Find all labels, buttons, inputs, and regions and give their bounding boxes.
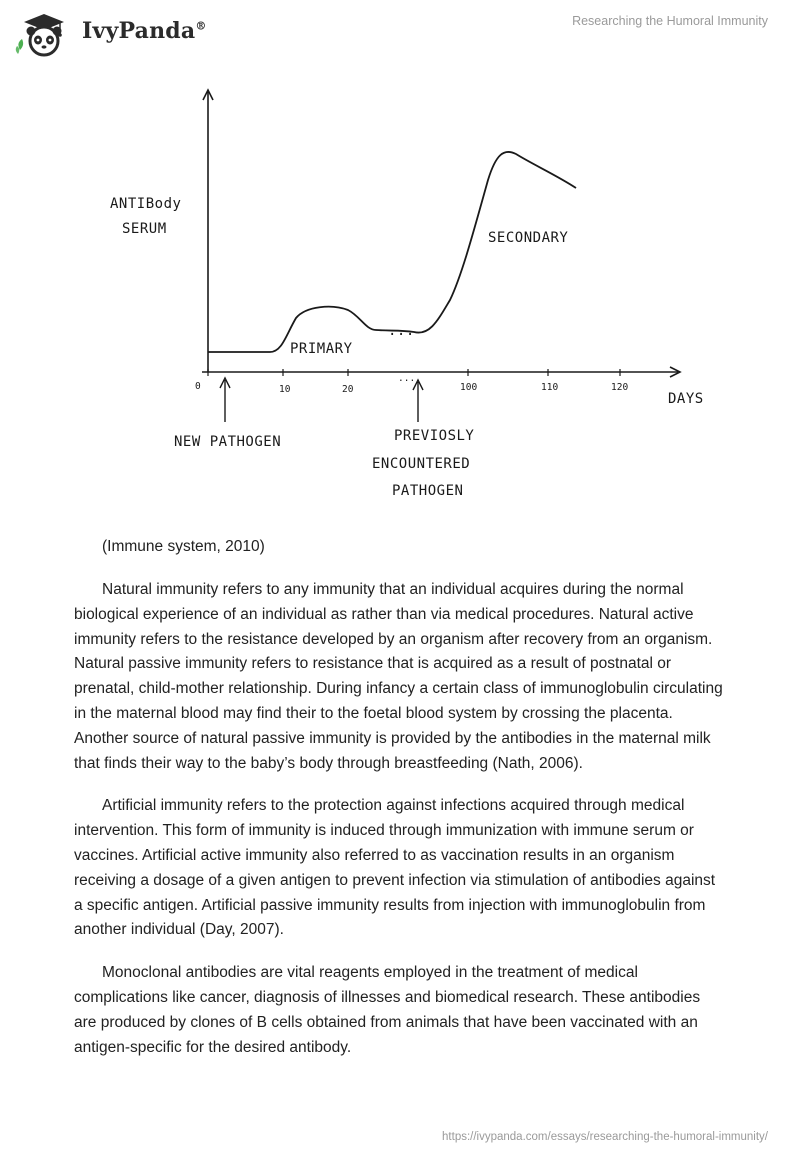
x-axis-label: DAYS [668, 391, 704, 407]
primary-label: PRIMARY [290, 341, 353, 357]
paragraph: Artificial immunity refers to the protection against infections acquired through medical intervention. This form of immunity is induced through immunization with immune serum or vaccines. Artificial active immunity also referred to as vaccination results in an organism receiving a dosage of a given antigen to prevent infection via stimulation of antibodies against a specific antigen. Artificial passive immunity results from injection with immunoglobulin from another individual (Day, 2007). [74, 797, 716, 939]
document-title: Researching the Humoral Immunity [572, 14, 768, 28]
tick-label: 100 [460, 382, 478, 393]
paragraph: Monoclonal antibodies are vital reagents employed in the treatment of medical complications like cancer, diagnosis of illnesses and biomedical research. These antibodies are produced by clones of B cells obtained from animals that have been vaccinated with an antigen-specific for the desired antibody. [74, 964, 701, 1056]
new-pathogen-label: NEW PATHOGEN [174, 434, 282, 450]
registered-mark: ® [195, 19, 207, 33]
source-url-link[interactable]: https://ivypanda.com/essays/researching-the-humoral-immunity/ [442, 1131, 768, 1143]
tick-label: 120 [611, 382, 629, 393]
diagram-svg [100, 80, 720, 510]
tick-label: 10 [279, 384, 291, 395]
paragraph: Natural immunity refers to any immunity that an individual acquires during the normal biological experience of an individual as rather than via medical procedures. Natural active immunity refers to the resistance developed by an organism after recovery from an organism. Natural passive immunity refers to resistance that is acquired as a result of postnatal or prenatal, child-mother relationship. During infancy a certain class of immunoglobulin circulating in the maternal blood may find their to the foetal blood system by crossing the placenta. Another source of natural passive immunity is provided by the antibodies in the maternal milk that finds their way to the baby’s body through breastfeeding (Nath, 2006). [74, 581, 723, 772]
figure-caption: (Immune system, 2010) [102, 538, 265, 555]
previous-pathogen-label-line1: PREVIOSLY [394, 428, 475, 444]
tick-label: 20 [342, 384, 354, 395]
previous-pathogen-label-line2: ENCOUNTERED [372, 456, 471, 472]
y-axis-label-line1: ANTIBody [110, 196, 182, 212]
brand-text: IvyPanda [82, 18, 196, 44]
tick-label: ... [398, 373, 416, 384]
antibody-curve [208, 152, 576, 352]
tick-label: 110 [541, 382, 559, 393]
tick-label: 0 [195, 381, 201, 392]
ivypanda-logo-icon[interactable] [14, 10, 78, 60]
page-header [0, 0, 800, 70]
article-body [74, 578, 724, 1078]
antibody-response-diagram [100, 80, 720, 510]
previous-pathogen-label-line3: PATHOGEN [392, 483, 464, 499]
brand-name[interactable] [82, 18, 207, 44]
y-axis-label-line2: SERUM [122, 221, 167, 237]
curve-gap-marker: ... [388, 323, 415, 339]
secondary-label: SECONDARY [488, 230, 569, 246]
